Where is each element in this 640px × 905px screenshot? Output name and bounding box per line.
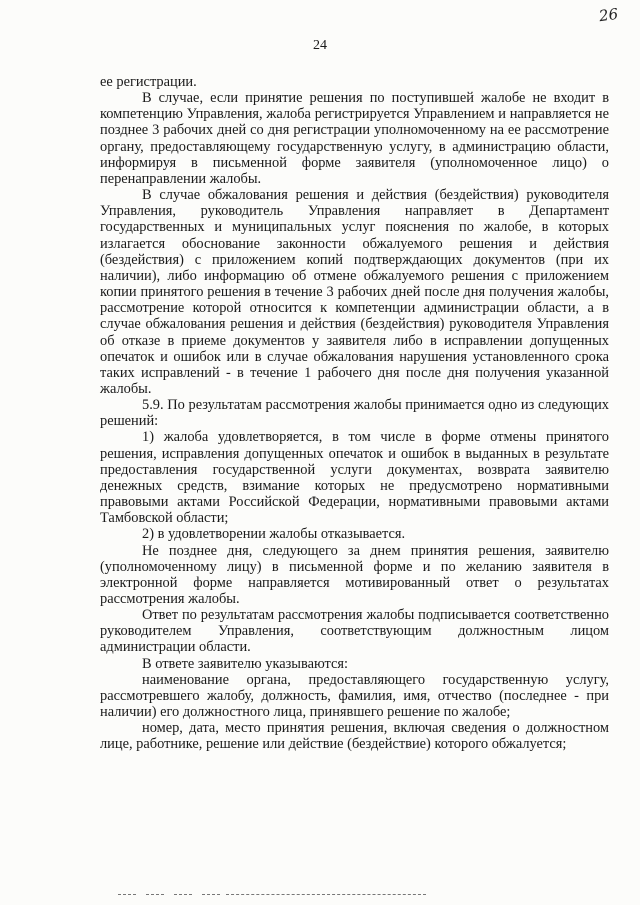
scan-artifact-dash: [118, 894, 136, 895]
page-number: 24: [313, 38, 327, 53]
scan-artifact-dash: [146, 894, 164, 895]
document-body: [100, 74, 609, 753]
paragraph-decision-details: номер, дата, место принятия решения, включая сведения о должностном лице, работнике, решение или действие (бездействие) которого обжалуется;: [100, 720, 609, 753]
paragraph-response-contents: В ответе заявителю указываются:: [142, 655, 348, 672]
paragraph-response-signature: Ответ по результатам рассмотрения жалобы подписывается соответственно руководителем Управления, соответствующим должностным лицом администрации области.: [100, 607, 609, 656]
paragraph-section-5-9: 5.9. По результатам рассмотрения жалобы принимается одно из следующих решений:: [100, 397, 609, 430]
paragraph-decision-1: 1) жалоба удовлетворяется, в том числе в форме отмены принятого решения, исправления допущенных опечаток и ошибок в выданных в результате предоставления государственной услуги документах, возврата заявителю денежных средств, взимание которых не предусмотрено нормативными правовыми актами Российской Федерации, нормативными правовыми актами Тамбовской области;: [100, 429, 609, 527]
paragraph-continuation: ее регистрации.: [100, 74, 197, 90]
paragraph-redirect-complaint: В случае, если принятие решения по поступившей жалобе не входит в компетенцию Управления, жалоба регистрируется Управлением и направляется не позднее 3 рабочих дней со дня регистрации уполномоченному на ее рассмотрение органу, предоставляющему государственную услугу, в администрацию области, информируя в письменной форме заявителя (уполномоченное лицо) о перенаправлении жалобы.: [100, 90, 609, 187]
scan-artifact-line: [226, 894, 426, 895]
paragraph-appeal-head: В случае обжалования решения и действия (бездействия) руководителя Управления, руководитель Управления направляет в Департамент государственных и муниципальных услуг пояснения по жалобе, в которых излагается обоснование законности обжалуемого решения и действия (бездействия) с приложением копий подтверждающих документов (при их наличии), либо информацию об отмене обжалуемого решения с приложением копии принятого решения в течение 3 рабочих дней после дня получения жалобы, рассмотрение которой относится к компетенции администрации области, а в случае обжалования решения и действия (бездействия) руководителя Управления об отказе в приеме документов у заявителя либо в исправлении допущенных опечаток и ошибок или в случае обжалования нарушения установленного срока таких исправлений - в течение 1 рабочего дня после дня получения указанной жалобы.: [100, 187, 609, 397]
handwritten-sheet-number: 26: [597, 4, 620, 26]
paragraph-decision-2: 2) в удовлетворении жалобы отказывается.: [142, 526, 406, 543]
scan-artifact-dash: [202, 894, 220, 895]
scan-artifact-dash: [174, 894, 192, 895]
paragraph-response-deadline: Не позднее дня, следующего за днем принятия решения, заявителю (уполномоченному лицу) в письменной форме и по желанию заявителя в электронной форме направляется мотивированный ответ о результатах рассмотрения жалобы.: [100, 542, 609, 607]
paragraph-organ-name: наименование органа, предоставляющего государственную услугу, рассмотревшего жалобу, должность, фамилия, имя, отчество (последнее - при наличии) его должностного лица, принявшего решение по жалобе;: [100, 671, 609, 721]
